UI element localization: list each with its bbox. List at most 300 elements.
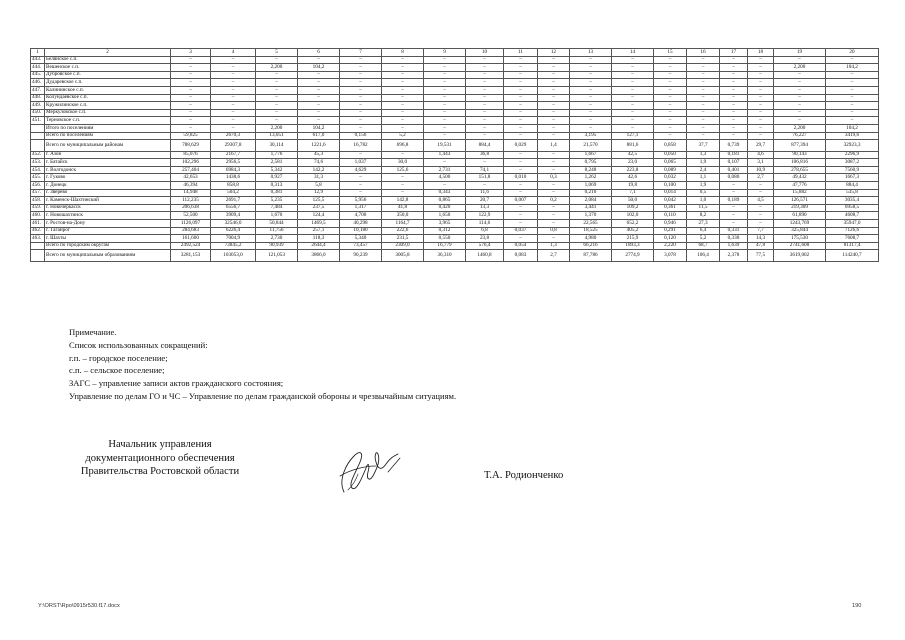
- municipality-name: г. Новошахтинск: [45, 212, 171, 220]
- table-cell: –: [340, 94, 382, 102]
- table-cell: –: [612, 117, 654, 125]
- municipality-name: Колундаевское с.п.: [45, 94, 171, 102]
- column-header: 11: [504, 49, 538, 57]
- table-cell: 7004,9: [211, 235, 256, 243]
- table-cell: 0,210: [570, 189, 612, 197]
- abbreviation-item: Управление по делам ГО и ЧС – Управление по делам гражданской обороны и чрезвычайным ситуациям.: [69, 390, 457, 401]
- table-cell: –: [340, 189, 382, 197]
- table-cell: 0,014: [654, 189, 687, 197]
- table-cell: 13,3: [466, 204, 504, 212]
- table-cell: 5,235: [256, 197, 298, 205]
- table-cell: –: [720, 79, 748, 87]
- table-cell: –: [720, 182, 748, 190]
- signatory-name: Т.А. Родионченко: [484, 470, 564, 481]
- table-cell: –: [382, 151, 424, 159]
- table-cell: –: [538, 56, 570, 64]
- table-row: [31, 79, 879, 87]
- table-cell: –: [612, 64, 654, 72]
- table-row: [31, 174, 879, 182]
- column-header: 10: [466, 49, 504, 57]
- table-cell: 12,9: [298, 189, 340, 197]
- table-cell: –: [570, 86, 612, 94]
- table-cell: 0,858: [654, 140, 687, 152]
- table-cell: 3,1: [748, 159, 774, 167]
- page-number: 190: [852, 603, 862, 609]
- row-number: [31, 250, 45, 262]
- table-cell: –: [466, 94, 504, 102]
- table-cell: –: [720, 204, 748, 212]
- municipality-name: г. Гуково: [45, 174, 171, 182]
- table-cell: 0,330: [720, 235, 748, 243]
- table-cell: –: [424, 132, 466, 140]
- table-cell: 3419,6: [826, 132, 879, 140]
- table-cell: 4608,7: [826, 212, 879, 220]
- table-cell: 858,8: [211, 182, 256, 190]
- table-cell: –: [748, 219, 774, 227]
- table-row: [31, 140, 879, 152]
- table-cell: 3619,002: [774, 250, 826, 262]
- table-cell: –: [774, 102, 826, 110]
- abbreviations-heading: Список использованных сокращений:: [69, 339, 208, 350]
- table-cell: –: [382, 182, 424, 190]
- table-cell: 6958,5: [826, 204, 879, 212]
- table-cell: –: [748, 182, 774, 190]
- table-cell: –: [720, 102, 748, 110]
- table-cell: –: [654, 109, 687, 117]
- table-cell: –: [382, 56, 424, 64]
- table-cell: –: [612, 102, 654, 110]
- municipality-name: Всего по поселениям: [45, 132, 171, 140]
- table-cell: 2670,3: [211, 132, 256, 140]
- table-cell: –: [687, 132, 720, 140]
- table-cell: 0,550: [424, 235, 466, 243]
- table-cell: –: [171, 56, 211, 64]
- table-cell: –: [748, 189, 774, 197]
- table-cell: –: [687, 102, 720, 110]
- table-cell: 215,9: [612, 235, 654, 243]
- table-cell: 1667,3: [826, 174, 879, 182]
- table-cell: –: [720, 132, 748, 140]
- table-cell: –: [748, 212, 774, 220]
- table-cell: 1164,7: [382, 219, 424, 227]
- table-row: [31, 151, 879, 159]
- handwritten-signature-icon: [330, 440, 405, 498]
- signatory-title-line: Начальник управления: [108, 439, 212, 450]
- table-cell: 7126,6: [826, 227, 879, 235]
- table-cell: 14,948: [171, 189, 211, 197]
- row-number: 461.: [31, 219, 45, 227]
- table-cell: –: [504, 151, 538, 159]
- table-cell: –: [687, 71, 720, 79]
- table-cell: 0,065: [654, 159, 687, 167]
- table-cell: 142,8: [382, 197, 424, 205]
- table-cell: –: [504, 109, 538, 117]
- table-cell: 231,5: [382, 235, 424, 243]
- table-cell: 2,200: [256, 124, 298, 132]
- table-cell: –: [424, 56, 466, 64]
- table-cell: 5,2: [687, 235, 720, 243]
- table-cell: –: [211, 109, 256, 117]
- column-header: 18: [748, 49, 774, 57]
- data-table: [30, 48, 879, 262]
- table-cell: –: [504, 212, 538, 220]
- table-cell: 77,5: [748, 250, 774, 262]
- table-cell: 696,8: [382, 140, 424, 152]
- table-cell: –: [340, 56, 382, 64]
- table-cell: –: [826, 56, 879, 64]
- table-cell: –: [466, 64, 504, 72]
- table-cell: –: [654, 102, 687, 110]
- table-cell: 0,120: [654, 235, 687, 243]
- table-cell: –: [720, 117, 748, 125]
- row-number: [31, 132, 45, 140]
- table-cell: –: [466, 182, 504, 190]
- table-cell: 11,756: [256, 227, 298, 235]
- table-cell: 2167,7: [211, 151, 256, 159]
- table-cell: 4,629: [340, 166, 382, 174]
- table-cell: 4,500: [424, 174, 466, 182]
- table-cell: 884,4: [826, 182, 879, 190]
- table-cell: 46,394: [171, 182, 211, 190]
- table-cell: –: [687, 109, 720, 117]
- table-cell: –: [424, 64, 466, 72]
- table-cell: 21,570: [570, 140, 612, 152]
- row-number: 459.: [31, 204, 45, 212]
- table-cell: –: [826, 109, 879, 117]
- table-body: [31, 56, 879, 261]
- table-cell: 0,050: [654, 151, 687, 159]
- table-cell: 2296,9: [826, 151, 879, 159]
- table-cell: 2,220: [654, 242, 687, 250]
- municipality-name: г. Волгодонск: [45, 166, 171, 174]
- table-cell: 32546,0: [211, 219, 256, 227]
- table-cell: 37,7: [687, 140, 720, 152]
- table-cell: –: [466, 159, 504, 167]
- table-cell: 36,310: [424, 250, 466, 262]
- table-cell: –: [538, 182, 570, 190]
- table-cell: 31,3: [298, 174, 340, 182]
- table-cell: 90,939: [256, 242, 298, 250]
- table-cell: –: [171, 124, 211, 132]
- column-header: 14: [612, 49, 654, 57]
- table-cell: 90,239: [340, 250, 382, 262]
- table-cell: 52,500: [171, 212, 211, 220]
- table-cell: 0,313: [256, 182, 298, 190]
- signatory-title: [40, 438, 280, 479]
- table-cell: 237,5: [298, 204, 340, 212]
- table-cell: 3,965: [424, 219, 466, 227]
- table-cell: –: [687, 64, 720, 72]
- table-cell: –: [466, 86, 504, 94]
- table-cell: –: [256, 109, 298, 117]
- table-cell: 7608,7: [826, 235, 879, 243]
- table-cell: 19,8: [612, 182, 654, 190]
- table-cell: 0,343: [424, 189, 466, 197]
- table-cell: 22,565: [570, 219, 612, 227]
- table-cell: –: [504, 204, 538, 212]
- table-cell: –: [211, 64, 256, 72]
- table-cell: –: [538, 204, 570, 212]
- table-cell: 0,110: [654, 212, 687, 220]
- table-cell: –: [538, 212, 570, 220]
- notes-title: Примечание.: [69, 327, 117, 337]
- table-row: [31, 197, 879, 205]
- table-cell: –: [654, 124, 687, 132]
- table-cell: –: [774, 56, 826, 64]
- row-number: 443.: [31, 56, 45, 64]
- table-cell: –: [382, 124, 424, 132]
- table-cell: 2,731: [424, 166, 466, 174]
- table-cell: 11,6: [466, 189, 504, 197]
- table-cell: –: [654, 79, 687, 87]
- table-cell: –: [720, 71, 748, 79]
- table-cell: 125,6: [382, 166, 424, 174]
- table-cell: –: [612, 71, 654, 79]
- table-row: [31, 189, 879, 197]
- table-cell: –: [720, 56, 748, 64]
- table-cell: 10,180: [340, 227, 382, 235]
- table-cell: 3005,8: [382, 250, 424, 262]
- table-cell: 2741,608: [774, 242, 826, 250]
- table-cell: 877,394: [774, 140, 826, 152]
- table-cell: –: [612, 109, 654, 117]
- table-row: [31, 166, 879, 174]
- table-cell: 35947,0: [826, 219, 879, 227]
- table-cell: –: [424, 182, 466, 190]
- row-number: [31, 140, 45, 152]
- footer-file-path: Y:\ORST\Rpo\0915r530.f17.docx: [38, 603, 120, 609]
- table-cell: –: [687, 56, 720, 64]
- table-cell: –: [687, 117, 720, 125]
- table-cell: 90,143: [774, 151, 826, 159]
- table-cell: 45,3: [298, 151, 340, 159]
- table-cell: 6,8: [466, 227, 504, 235]
- table-cell: 73,457: [340, 242, 382, 250]
- table-cell: –: [171, 94, 211, 102]
- table-cell: –: [340, 79, 382, 87]
- table-cell: –: [211, 124, 256, 132]
- municipality-name: Вешенское с.п.: [45, 64, 171, 72]
- table-cell: 103053,0: [211, 250, 256, 262]
- table-cell: –: [687, 86, 720, 94]
- table-cell: –: [298, 94, 340, 102]
- table-cell: 1469,5: [298, 219, 340, 227]
- column-header: 8: [382, 49, 424, 57]
- table-cell: –: [687, 124, 720, 132]
- table-cell: –: [466, 132, 504, 140]
- table-cell: 5,340: [340, 235, 382, 243]
- row-number: 453.: [31, 159, 45, 167]
- table-cell: 5,342: [256, 166, 298, 174]
- table-cell: 151,8: [466, 174, 504, 182]
- column-header: 7: [340, 49, 382, 57]
- row-number: 450.: [31, 109, 45, 117]
- table-cell: –: [256, 117, 298, 125]
- column-header: 20: [826, 49, 879, 57]
- table-cell: 59,825: [171, 132, 211, 140]
- table-cell: –: [466, 71, 504, 79]
- table-cell: 30,114: [256, 140, 298, 152]
- column-header: 6: [298, 49, 340, 57]
- table-cell: –: [424, 102, 466, 110]
- table-cell: –: [424, 86, 466, 94]
- table-cell: 1438,6: [211, 174, 256, 182]
- table-cell: –: [654, 132, 687, 140]
- table-cell: 104,2: [826, 124, 879, 132]
- municipality-name: Всего по городским округам: [45, 242, 171, 250]
- table-row: [31, 235, 879, 243]
- table-cell: –: [654, 64, 687, 72]
- table-cell: 118,3: [298, 235, 340, 243]
- row-number: [31, 124, 45, 132]
- table-cell: –: [382, 117, 424, 125]
- table-cell: –: [504, 189, 538, 197]
- table-cell: –: [826, 79, 879, 87]
- table-cell: 7,7: [748, 227, 774, 235]
- municipality-name: Калининское с.п.: [45, 86, 171, 94]
- municipality-name: г. Новочеркасск: [45, 204, 171, 212]
- table-cell: –: [538, 166, 570, 174]
- table-cell: 1243,769: [774, 219, 826, 227]
- row-number: 455.: [31, 174, 45, 182]
- table-cell: –: [826, 71, 879, 79]
- table-cell: –: [256, 79, 298, 87]
- table-cell: 1,667: [570, 151, 612, 159]
- table-cell: –: [340, 71, 382, 79]
- table-cell: –: [570, 117, 612, 125]
- table-cell: 1,639: [720, 242, 748, 250]
- table-cell: 2,581: [256, 159, 298, 167]
- table-cell: 126,571: [774, 197, 826, 205]
- table-row: [31, 204, 879, 212]
- table-cell: 617,0: [298, 132, 340, 140]
- table-cell: 1126,097: [171, 219, 211, 227]
- abbreviation-item: г.п. – городское поселение;: [69, 352, 168, 363]
- table-row: [31, 102, 879, 110]
- municipality-name: г. Донецк: [45, 182, 171, 190]
- table-cell: 1,4: [538, 140, 570, 152]
- table-cell: 222,6: [382, 227, 424, 235]
- table-cell: –: [171, 102, 211, 110]
- table-cell: –: [340, 117, 382, 125]
- column-header: 9: [424, 49, 466, 57]
- table-cell: 104,2: [298, 64, 340, 72]
- table-cell: –: [538, 124, 570, 132]
- table-cell: 36,8: [466, 151, 504, 159]
- table-cell: 2309,0: [382, 242, 424, 250]
- table-cell: 3,441: [570, 204, 612, 212]
- table-cell: –: [612, 124, 654, 132]
- table-cell: 0,156: [340, 132, 382, 140]
- table-cell: 7,1: [612, 189, 654, 197]
- table-cell: –: [298, 56, 340, 64]
- table-cell: 6226,4: [211, 227, 256, 235]
- table-cell: 223,8: [612, 166, 654, 174]
- table-cell: 2691,7: [211, 197, 256, 205]
- table-row: [31, 212, 879, 220]
- table-cell: 0,007: [504, 197, 538, 205]
- table-cell: –: [424, 117, 466, 125]
- table-cell: –: [774, 94, 826, 102]
- table-cell: 2,7: [538, 250, 570, 262]
- table-cell: –: [612, 56, 654, 64]
- table-row: [31, 94, 879, 102]
- table-cell: –: [211, 94, 256, 102]
- table-cell: –: [340, 124, 382, 132]
- row-number: 449.: [31, 102, 45, 110]
- table-cell: 1,037: [340, 159, 382, 167]
- table-cell: 5,2: [382, 132, 424, 140]
- table-cell: –: [382, 102, 424, 110]
- table-cell: –: [424, 109, 466, 117]
- table-cell: –: [748, 79, 774, 87]
- table-cell: –: [466, 56, 504, 64]
- municipality-name: г. Батайск: [45, 159, 171, 167]
- table-cell: –: [538, 219, 570, 227]
- table-cell: –: [720, 94, 748, 102]
- table-cell: –: [382, 79, 424, 87]
- table-cell: 1,0: [687, 197, 720, 205]
- table-cell: –: [340, 109, 382, 117]
- table-cell: 0,189: [720, 197, 748, 205]
- column-header: 4: [211, 49, 256, 57]
- column-header: 13: [570, 49, 612, 57]
- table-cell: –: [538, 159, 570, 167]
- table-cell: 87,786: [570, 250, 612, 262]
- table-cell: 0,042: [654, 197, 687, 205]
- table-cell: –: [720, 124, 748, 132]
- table-cell: 881,6: [612, 140, 654, 152]
- table-cell: 0,100: [654, 182, 687, 190]
- table-cell: –: [382, 174, 424, 182]
- table-cell: –: [504, 64, 538, 72]
- table-cell: –: [774, 109, 826, 117]
- table-cell: –: [538, 235, 570, 243]
- table-cell: 102,296: [171, 159, 211, 167]
- table-cell: 5,956: [340, 197, 382, 205]
- table-cell: 2,084: [570, 197, 612, 205]
- table-cell: 1,9: [687, 159, 720, 167]
- municipality-name: Итого по поселениям: [45, 124, 171, 132]
- table-cell: 219,309: [774, 204, 826, 212]
- table-cell: 3087,2: [826, 159, 879, 167]
- table-cell: 4,6: [748, 151, 774, 159]
- row-number: 444.: [31, 64, 45, 72]
- table-cell: –: [504, 166, 538, 174]
- table-cell: –: [538, 64, 570, 72]
- table-cell: 73845,2: [211, 242, 256, 250]
- table-row: [31, 227, 879, 235]
- table-cell: 257,1: [298, 227, 340, 235]
- table-cell: 350,0: [382, 212, 424, 220]
- table-cell: –: [570, 109, 612, 117]
- table-cell: 6984,3: [211, 166, 256, 174]
- table-cell: –: [340, 86, 382, 94]
- table-cell: 2956,5: [211, 159, 256, 167]
- table-cell: –: [211, 71, 256, 79]
- table-cell: –: [298, 79, 340, 87]
- row-number: 463.: [31, 235, 45, 243]
- table-row: [31, 250, 879, 262]
- table-cell: 11,5: [687, 204, 720, 212]
- table-cell: 6556,7: [211, 204, 256, 212]
- municipality-name: г. Шахты: [45, 235, 171, 243]
- table-cell: –: [211, 102, 256, 110]
- table-cell: –: [748, 86, 774, 94]
- table-cell: –: [774, 86, 826, 94]
- municipality-name: Меркуловское с.п.: [45, 109, 171, 117]
- table-cell: 2,7: [748, 174, 774, 182]
